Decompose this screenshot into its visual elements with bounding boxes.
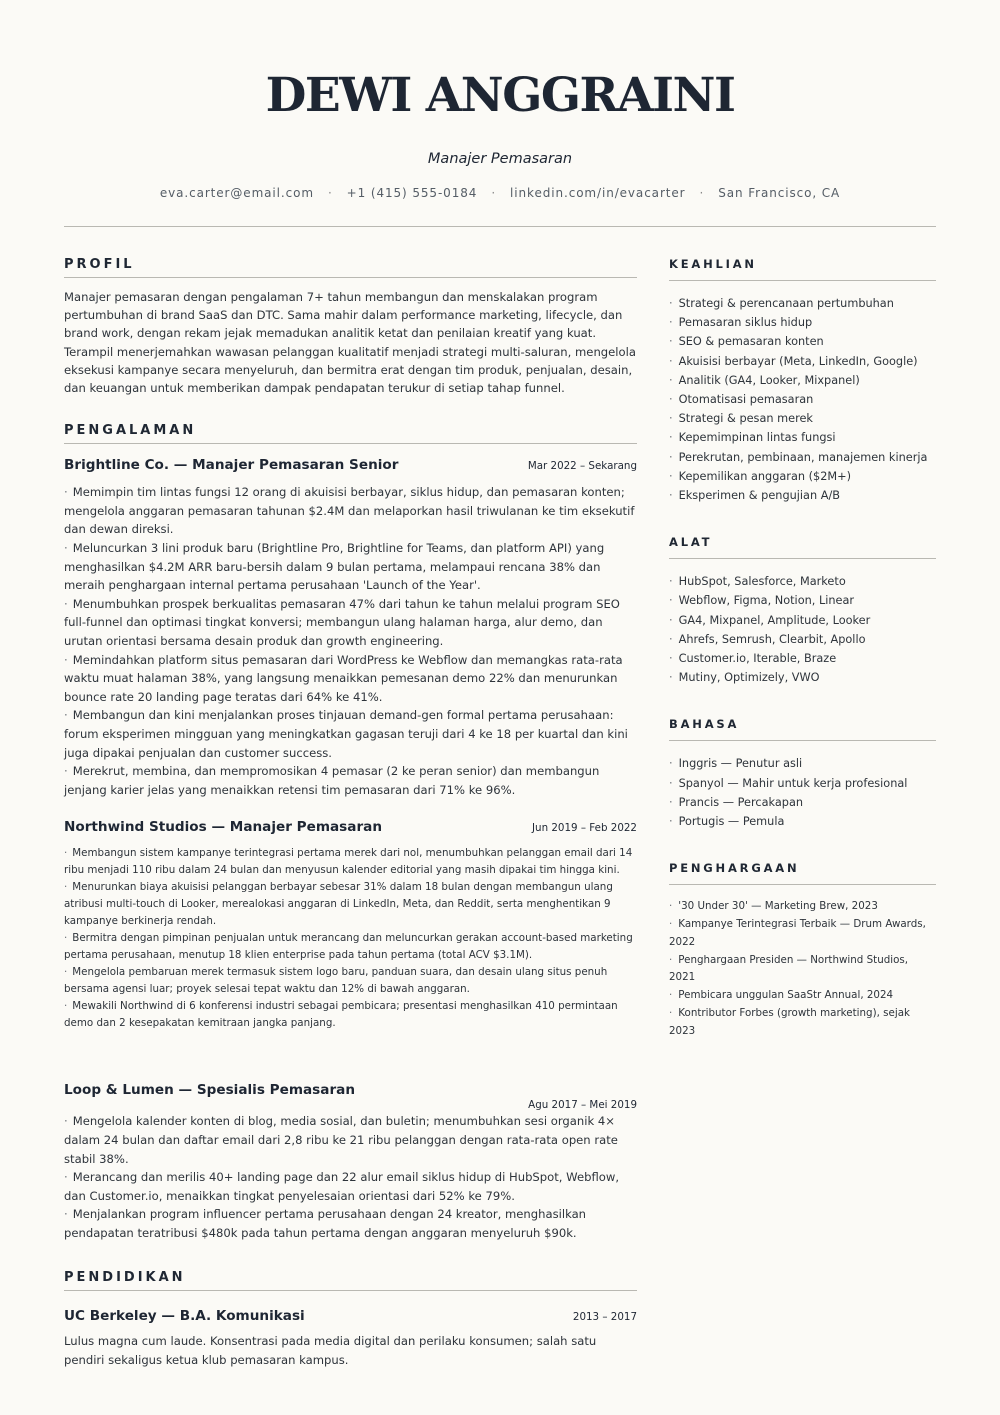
job-entry <box>64 457 637 799</box>
header-divider <box>64 226 936 227</box>
list-item: · Customer.io, Iterable, Braze <box>669 652 837 666</box>
job-bullet: · Mewakili Northwind di 6 konferensi industri sebagai pembicara; presentasi menghasilkan 410 permintaan demo dan 2 kesepakatan kemitraan jangka panjang. <box>64 1000 618 1030</box>
contact-line <box>0 186 1000 200</box>
job-bullet: · Memimpin tim lintas fungsi 12 orang di akuisisi berbayar, siklus hidup, dan pemasaran konten; mengelola anggaran pemasaran tahunan $2.4M dan melaporkan hasil triwulanan ke tim eksekutif dan dewan direksi. <box>64 485 635 537</box>
awards-list <box>669 898 936 1040</box>
list-item: · Akuisisi berbayar (Meta, LinkedIn, Google) <box>669 354 918 368</box>
job-date: Mar 2022 – Sekarang <box>527 460 637 473</box>
job-bullet: · Menurunkan biaya akuisisi pelanggan berbayar sebesar 31% dalam 18 bulan dengan membangun ulang atribusi multi-touch di Looker, merealokasi anggaran di LinkedIn, Meta, dan Reddit, serta menghentikan 9 kampanye berkinerja rendah. <box>64 881 613 928</box>
list-item: · Inggris — Penutur asli <box>669 757 803 771</box>
sidebar-column <box>669 257 936 1041</box>
job-date: Agu 2017 – Mei 2019 <box>528 1099 637 1112</box>
languages-heading: BAHASA <box>669 717 936 741</box>
job-entry <box>64 1082 637 1242</box>
tools-heading: ALAT <box>669 535 936 559</box>
list-item: · Pembicara unggulan SaaStr Annual, 2024 <box>669 989 894 1002</box>
list-item: · Mutiny, Optimizely, VWO <box>669 671 820 685</box>
list-item: · GA4, Mixpanel, Amplitude, Looker <box>669 613 871 627</box>
list-item: · Webflow, Figma, Notion, Linear <box>669 594 855 608</box>
list-item: · Kepemilikan anggaran ($2M+) <box>669 469 852 483</box>
languages-list <box>669 754 936 831</box>
job-entry <box>64 819 637 1032</box>
job-bullet: · Membangun dan kini menjalankan proses tinjauan demand-gen formal pertama perusahaan: forum eksperimen mingguan yang meningkatkan gagasan teruji dari 4 ke 18 per kuartal dan kini juga dipakai penjualan dan customer success. <box>64 708 628 760</box>
linkedin-link[interactable]: linkedin.com/in/evacarter <box>510 186 686 200</box>
list-item: · SEO & pemasaran konten <box>669 335 824 349</box>
email-link[interactable]: eva.carter@email.com <box>159 186 314 200</box>
experience-heading: PENGALAMAN <box>64 423 637 444</box>
main-column <box>64 257 637 1369</box>
list-item: · Ahrefs, Semrush, Clearbit, Apollo <box>669 632 866 646</box>
list-item: · Analitik (GA4, Looker, Mixpanel) <box>669 373 860 387</box>
phone-number: +1 (415) 555-0184 <box>346 186 478 200</box>
education-description: Lulus magna cum laude. Konsentrasi pada media digital dan perilaku konsumen; salah satu pendiri sekaligus ketua klub pemasaran kampus. <box>64 1334 597 1367</box>
job-bullet: · Membangun sistem kampanye terintegrasi pertama merek dari nol, menumbuhkan pelanggan email dari 14 ribu menjadi 110 ribu dalam 24 bulan dan menyusun kalender editorial yang masih dipakai tim hingga kini. <box>64 847 633 877</box>
list-item: · Spanyol — Mahir untuk kerja profesional <box>669 776 908 790</box>
list-item: · Portugis — Pemula <box>669 815 785 829</box>
job-title: Northwind Studios — Manajer Pemasaran <box>64 819 383 836</box>
job-title: Loop & Lumen — Spesialis Pemasaran <box>64 1082 355 1099</box>
skills-heading: KEAHLIAN <box>669 257 936 281</box>
education-entry <box>64 1308 637 1368</box>
job-bullet: · Mengelola pembaruan merek termasuk sistem logo baru, panduan suara, dan desain ulang situs penuh bersama agensi luar; proyek selesai tepat waktu dan 12% di bawah anggaran. <box>64 966 608 996</box>
list-item: · Perekrutan, pembinaan, manajemen kinerja <box>669 450 928 464</box>
list-item: · Strategi & perencanaan pertumbuhan <box>669 297 894 310</box>
job-bullet: · Memindahkan platform situs pemasaran dari WordPress ke Webflow dan memangkas rata-rata waktu muat halaman 38%, yang langsung menaikkan pemesanan demo 22% dan menurunkan bounce rate 20 landing page teratas dari 64% ke 41%. <box>64 652 623 704</box>
list-item: · Strategi & pesan merek <box>669 412 813 426</box>
list-item: · '30 Under 30' — Marketing Brew, 2023 <box>669 900 878 913</box>
job-bullet: · Menjalankan program influencer pertama perusahaan dengan 24 kreator, menghasilkan pendapatan teratribusi $480k pada tahun pertama dengan anggaran menyeluruh $90k. <box>64 1207 587 1240</box>
list-item: · Otomatisasi pemasaran <box>669 393 814 407</box>
list-item: · Eksperimen & pengujian A/B <box>669 489 841 503</box>
list-item: · Prancis — Percakapan <box>669 795 804 809</box>
skills-list <box>669 294 936 505</box>
job-bullet: · Menumbuhkan prospek berkualitas pemasaran 47% dari tahun ke tahun melalui program SEO full-funnel dan optimasi tingkat konversi; membangun ulang halaman harga, alur demo, dan urutan orientasi bersama desain produk dan growth engineering. <box>64 596 620 648</box>
job-role: Manajer Pemasaran <box>427 151 573 167</box>
job-date: Jun 2019 – Feb 2022 <box>532 822 637 835</box>
education-heading: PENDIDIKAN <box>64 1270 637 1291</box>
job-bullet: · Meluncurkan 3 lini produk baru (Brightline Pro, Brightline for Teams, dan platform API) yang menghasilkan $4.2M ARR baru-bersih dalam 9 bulan pertama, melampaui rencana 38% dan meraih penghargaan internal pertama perusahaan 'Launch of the Year'. <box>64 541 605 593</box>
list-item: · Kontributor Forbes (growth marketing), sejak 2023 <box>669 1007 910 1037</box>
list-item: · HubSpot, Salesforce, Marketo <box>669 575 846 589</box>
list-item: · Kepemimpinan lintas fungsi <box>669 431 836 445</box>
list-item: · Pemasaran siklus hidup <box>669 316 813 330</box>
degree-title: UC Berkeley — B.A. Komunikasi <box>64 1308 305 1325</box>
job-bullet: · Bermitra dengan pimpinan penjualan untuk merancang dan meluncurkan gerakan account-based marketing pertama perusahaan, menutup 18 klien enterprise pada tahun pertama (total ACV $3.1M). <box>64 932 633 962</box>
profile-summary: Manajer pemasaran dengan pengalaman 7+ tahun membangun dan menskalakan program pertumbuhan di brand SaaS dan DTC. Sama mahir dalam performance marketing, lifecycle, dan brand work, dengan rekam jejak memadukan analitik ketat dan penilaian kreatif yang kuat. Terampil menerjemahkan wawasan pelanggan kualitatif menjadi strategi multi-saluran, mengelola eksekusi kampanye secara menyeluruh, dan bermitra erat dengan tim produk, penjualan, desain, dan keuangan untuk memberikan dampak pendapatan terukur di setiap tahap funnel. <box>64 290 636 396</box>
job-bullet: · Mengelola kalender konten di blog, media sosial, dan buletin; menumbuhkan sesi organik 4× dalam 24 bulan dan daftar email dari 2,8 ribu ke 21 ribu pelanggan dengan rata-rata open rate stabil 38%. <box>64 1114 618 1166</box>
tools-list <box>669 572 936 687</box>
job-bullet: · Merancang dan merilis 40+ landing page dan 22 alur email siklus hidup di HubSpot, Webflow, dan Customer.io, menaikkan tingkat penyelesaian orientasi dari 52% ke 79%. <box>64 1170 620 1203</box>
separator: · <box>699 186 705 200</box>
list-item: · Kampanye Terintegrasi Terbaik — Drum Awards, 2022 <box>669 918 926 948</box>
profile-heading: PROFIL <box>64 257 637 278</box>
location: San Francisco, CA <box>718 186 841 200</box>
job-title: Brightline Co. — Manajer Pemasaran Senior <box>64 457 399 474</box>
awards-heading: PENGHARGAAN <box>669 861 936 885</box>
separator: · <box>491 186 497 200</box>
job-bullet: · Merekrut, membina, dan mempromosikan 4 pemasar (2 ke peran senior) dan membangun jenjang karier jelas yang menaikkan retensi tim pemasaran dari 71% ke 96%. <box>64 764 600 797</box>
candidate-name: DEWI ANGGRAINI <box>265 68 735 123</box>
list-item: · Penghargaan Presiden — Northwind Studios, 2021 <box>669 953 909 984</box>
education-date: 2013 – 2017 <box>572 1311 637 1324</box>
separator: · <box>327 186 333 200</box>
